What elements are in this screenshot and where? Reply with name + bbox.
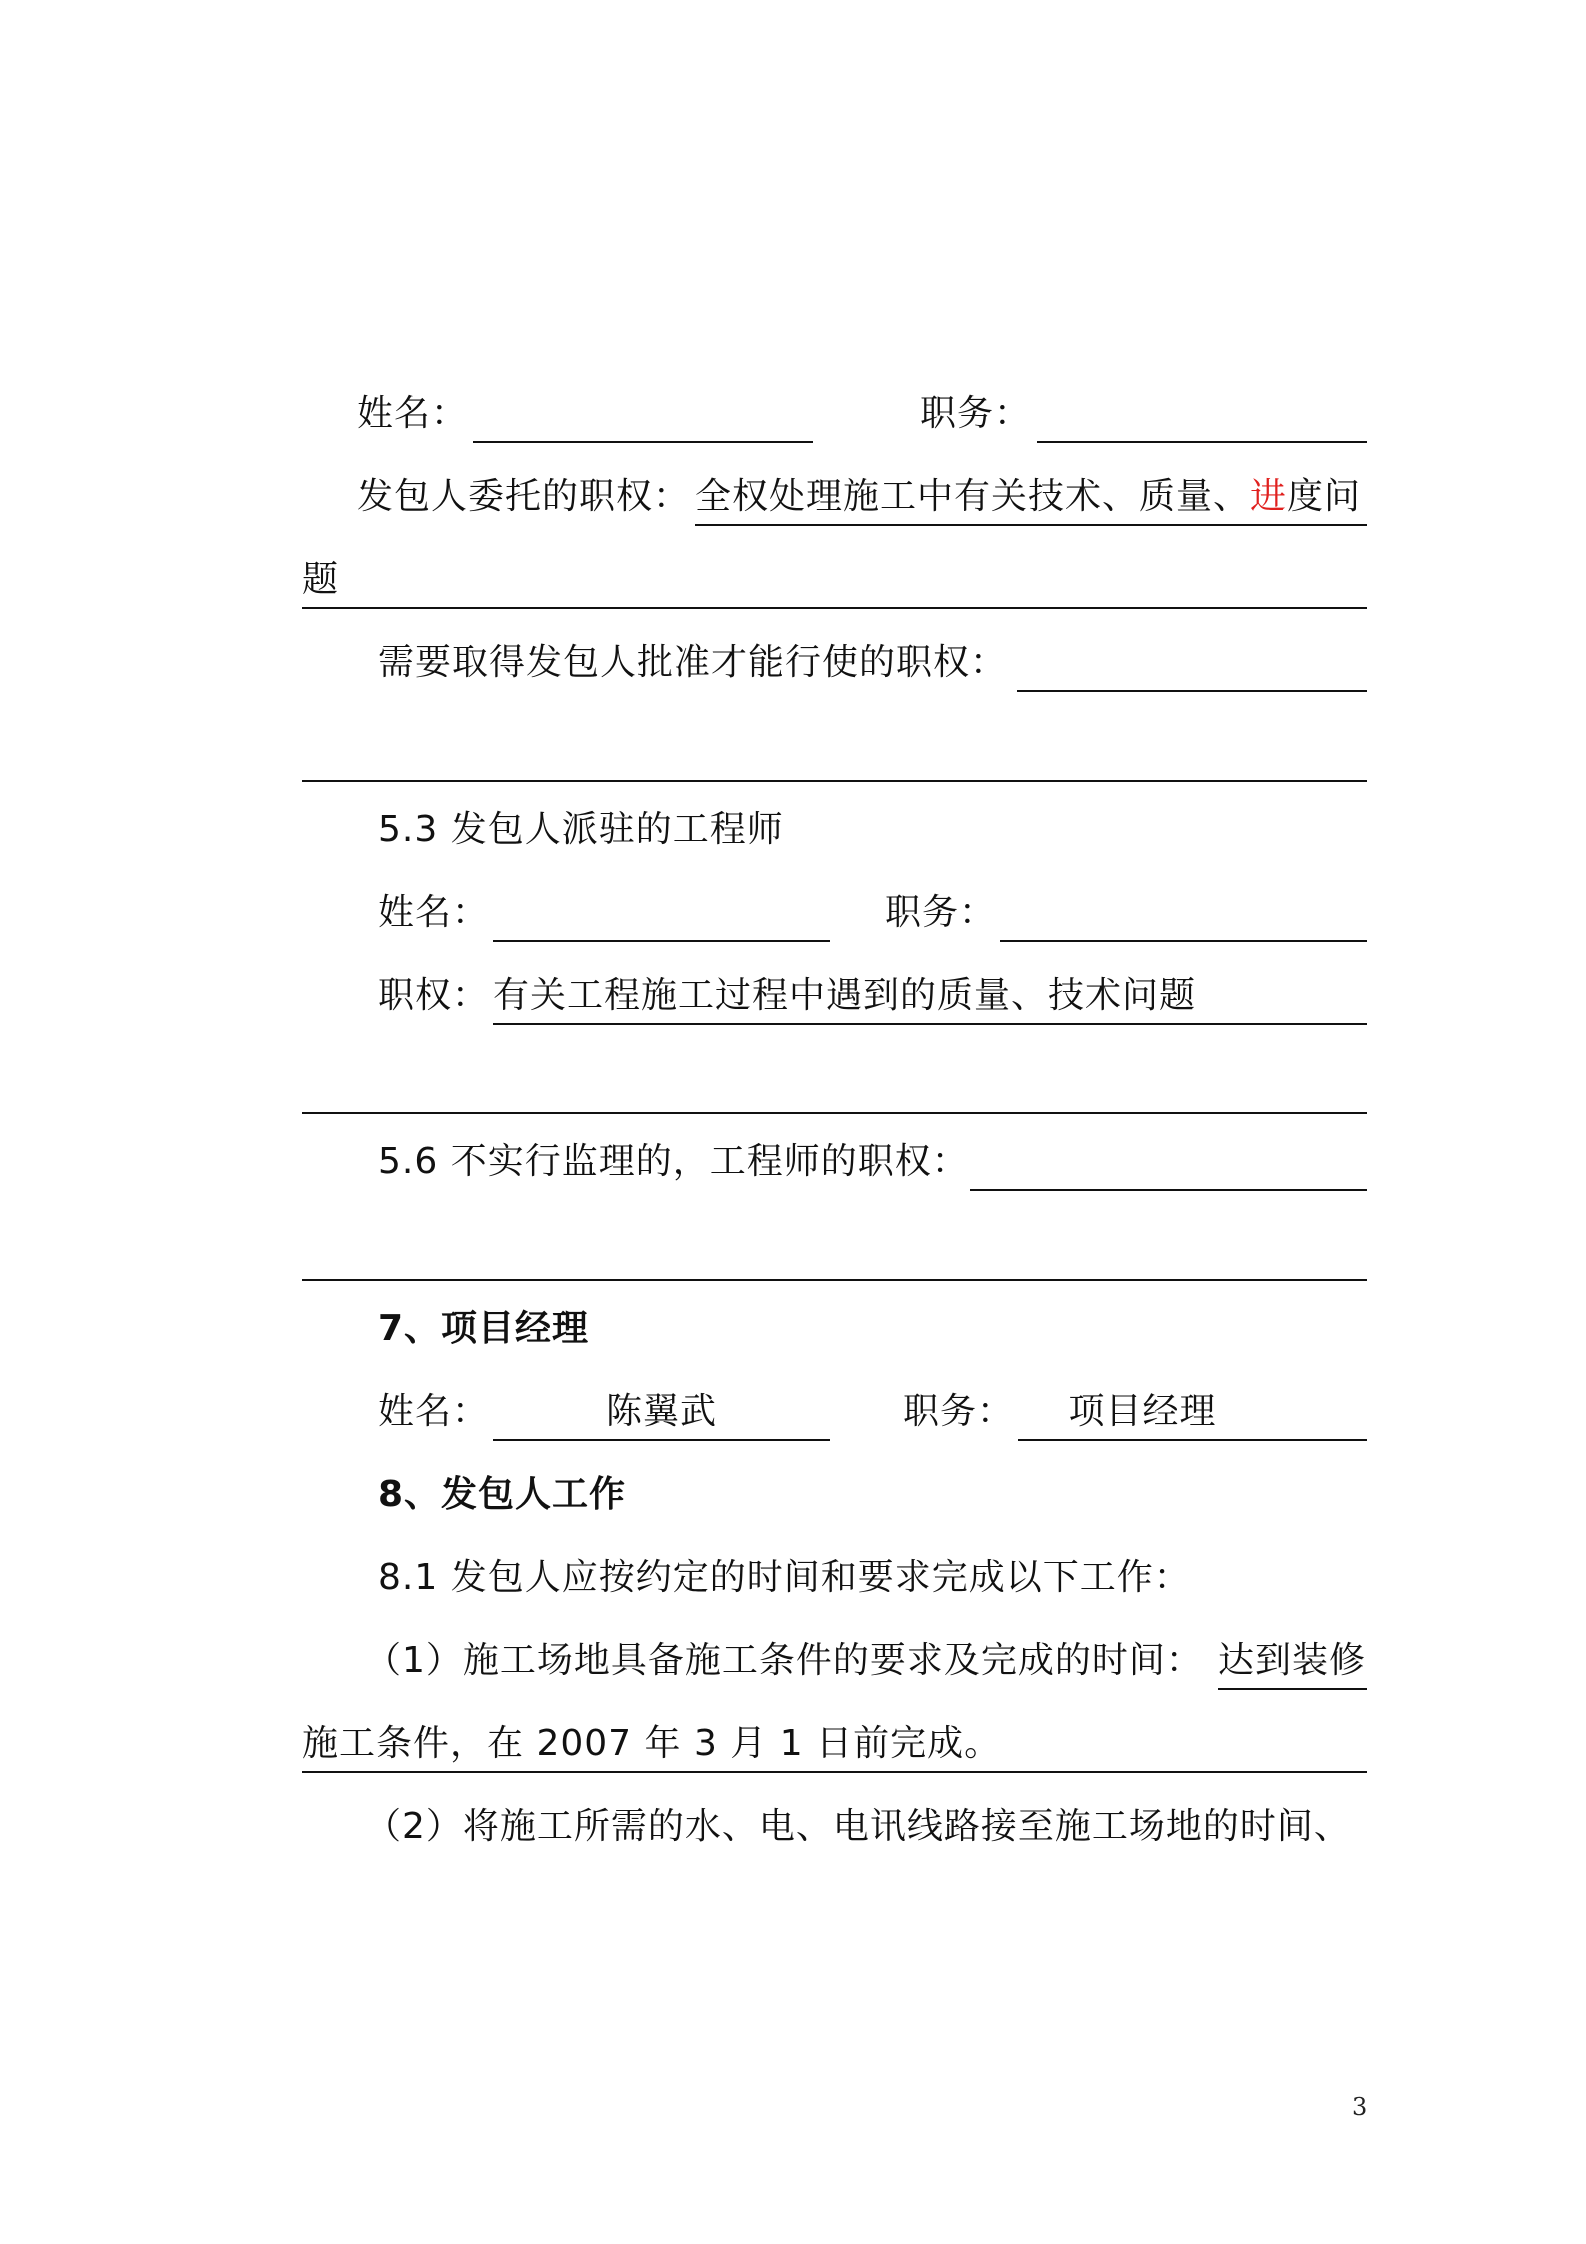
approval-label: 需要取得发包人批准才能行使的职权：: [378, 642, 1008, 683]
section-8-heading: 8、发包人工作: [378, 1474, 627, 1515]
engineer-name-blank: [493, 940, 830, 942]
item-2-label: （2）将施工所需的水、电、电讯线路接至施工场地的时间、: [365, 1806, 1351, 1847]
item-1-underline-b: [302, 1771, 1367, 1773]
rep-name-blank: [473, 441, 813, 443]
authority-value-red: 进: [1250, 476, 1288, 517]
section-5-3-heading: 5.3 发包人派驻的工程师: [378, 809, 784, 850]
pm-name-underline: [493, 1439, 830, 1441]
rep-title-label: 职务：: [920, 393, 1032, 434]
section-8-1: 8.1 发包人应按约定的时间和要求完成以下工作：: [378, 1557, 1191, 1598]
rep-title-blank: [1037, 441, 1367, 443]
authority-value-part1: 全权处理施工中有关技术、质量、: [695, 476, 1251, 517]
rep-name-label: 姓名：: [357, 393, 469, 434]
engineer-authority-label: 职权：: [378, 975, 490, 1016]
authority-value-cont: 题: [302, 559, 340, 600]
engineer-name-label: 姓名：: [378, 892, 490, 933]
authority-value: [695, 475, 1361, 519]
approval-blank-line-2: [302, 780, 1367, 782]
item-1-value-a: 达到装修: [1218, 1640, 1367, 1681]
item-1-underline-a: [1218, 1688, 1367, 1690]
section-5-6-blank-line: [302, 1279, 1367, 1281]
authority-cont-underline: [302, 607, 1367, 609]
authority-value-part2: 度问: [1287, 476, 1362, 517]
pm-title-value: 项目经理: [1068, 1391, 1217, 1432]
approval-blank: [1017, 690, 1367, 692]
engineer-authority-blank-line: [302, 1112, 1367, 1114]
section-5-6-blank: [970, 1189, 1367, 1191]
section-7-heading: 7、项目经理: [378, 1308, 590, 1349]
engineer-title-blank: [1000, 940, 1367, 942]
engineer-authority-value: 有关工程施工过程中遇到的质量、技术问题: [493, 975, 1197, 1016]
item-1-label: （1）施工场地具备施工条件的要求及完成的时间：: [365, 1640, 1203, 1681]
section-5-6-label: 5.6 不实行监理的，工程师的职权：: [378, 1141, 969, 1182]
pm-name-label: 姓名：: [378, 1391, 490, 1432]
engineer-authority-underline: [493, 1023, 1367, 1025]
authority-underline: [695, 524, 1367, 526]
pm-name-value: 陈翼武: [605, 1391, 717, 1432]
authority-label: 发包人委托的职权：: [357, 476, 691, 517]
item-1-value-b: 施工条件，在 2007 年 3 月 1 日前完成。: [302, 1723, 1002, 1764]
pm-title-underline: [1018, 1439, 1367, 1441]
pm-title-label: 职务：: [903, 1391, 1015, 1432]
engineer-title-label: 职务：: [885, 892, 997, 933]
page-number: 3: [1352, 2093, 1368, 2121]
